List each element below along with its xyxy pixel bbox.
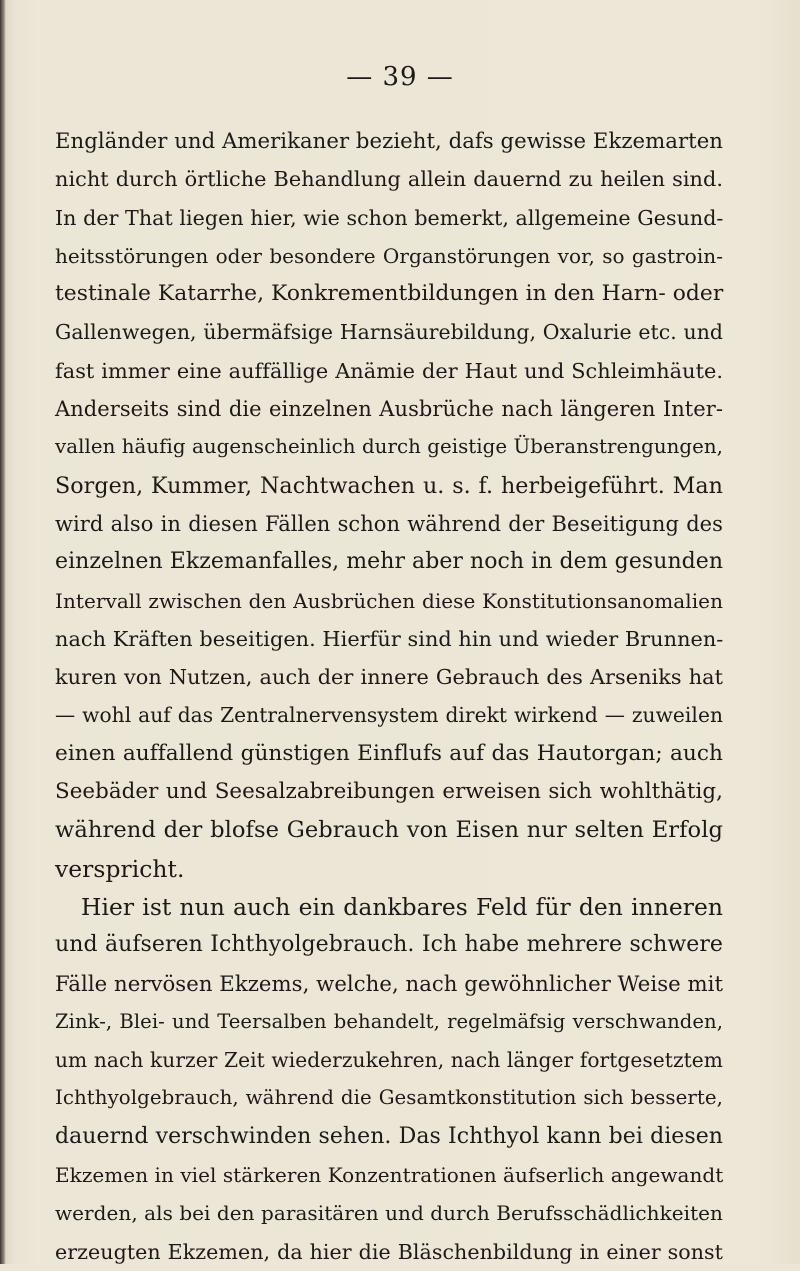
text-line: und äufseren Ichthyolgebrauch. Ich habe mehrere schwere [55,932,723,958]
text-line: einen auffallend günstigen Einflufs auf das Hautorgan; auch [55,740,723,766]
text-line: nach Kräften beseitigen. Hierfür sind hin und wieder Brunnen- [55,626,724,651]
text-line: einzelnen Ekzemanfalles, mehr aber noch in dem gesunden [55,549,724,575]
text-line: Seebäder und Seesalzabreibungen erweisen sich wohlthätig, [55,779,723,805]
body-text [55,122,723,1271]
book-spine-shadow [0,0,6,1264]
text-line: Engländer und Amerikaner bezieht, dafs gewisse Ekzemarten [55,128,723,153]
text-line: kuren von Nutzen, auch der innere Gebrauch des Arseniks hat [55,665,723,690]
text-line: heitsstörungen oder besondere Organstörungen vor, so gastroin- [55,243,723,268]
text-line: Sorgen, Kummer, Nachtwachen u. s. f. herbeigeführt. Man [55,472,723,499]
text-line: Gallenwegen, übermäfsige Harnsäurebildung, Oxalurie etc. und [55,320,723,345]
text-line: fast immer eine auffällige Anämie der Haut und Schleimhäute. [55,358,723,383]
page-number: — 39 — [346,62,454,92]
text-line: vallen häufig augenscheinlich durch geistige Überanstrengungen, [55,435,723,459]
text-line: In der That liegen hier, wie schon bemerkt, allgemeine Gesund- [55,205,724,230]
text-line: nicht durch örtliche Behandlung allein dauernd zu heilen sind. [55,167,723,192]
text-line: wird also in diesen Fällen schon während der Beseitigung des [55,511,723,536]
text-line: um nach kurzer Zeit wiederzukehren, nach länger fortgesetztem [55,1048,723,1073]
text-line: Ekzemen in viel stärkeren Konzentrationen äufserlich angewandt [55,1163,724,1188]
text-line: erzeugten Ekzemen, da hier die Bläschenbildung in einer sonst [55,1239,723,1264]
text-line: testinale Katarrhe, Konkrementbildungen in den Harn- oder [55,281,724,307]
text-line: Zink-, Blei- und Teersalben behandelt, regelmäfsig verschwanden, [55,1009,723,1033]
text-line: dauernd verschwinden sehen. Das Ichthyol kann bei diesen [55,1123,723,1149]
paragraph-end-line: verspricht. [55,854,185,883]
text-line: Anderseits sind die einzelnen Ausbrüche nach längeren Inter- [55,397,723,422]
text-line: — wohl auf das Zentralnervensystem direkt wirkend — zuweilen [55,703,723,728]
text-line: Intervall zwischen den Ausbrüchen diese Konstitutionsanomalien [55,588,723,613]
text-line: Ichthyolgebrauch, während die Gesamtkonstitution sich besserte, [55,1086,723,1110]
text-line: während der blofse Gebrauch von Eisen nur selten Erfolg [55,817,723,844]
text-line: Fälle nervösen Ekzems, welche, nach gewöhnlicher Weise mit [55,970,724,996]
text-line: werden, als bei den parasitären und durch Berufsschädlichkeiten [55,1201,723,1226]
paragraph-start-line: Hier ist nun auch ein dankbares Feld für den inneren [81,892,723,921]
